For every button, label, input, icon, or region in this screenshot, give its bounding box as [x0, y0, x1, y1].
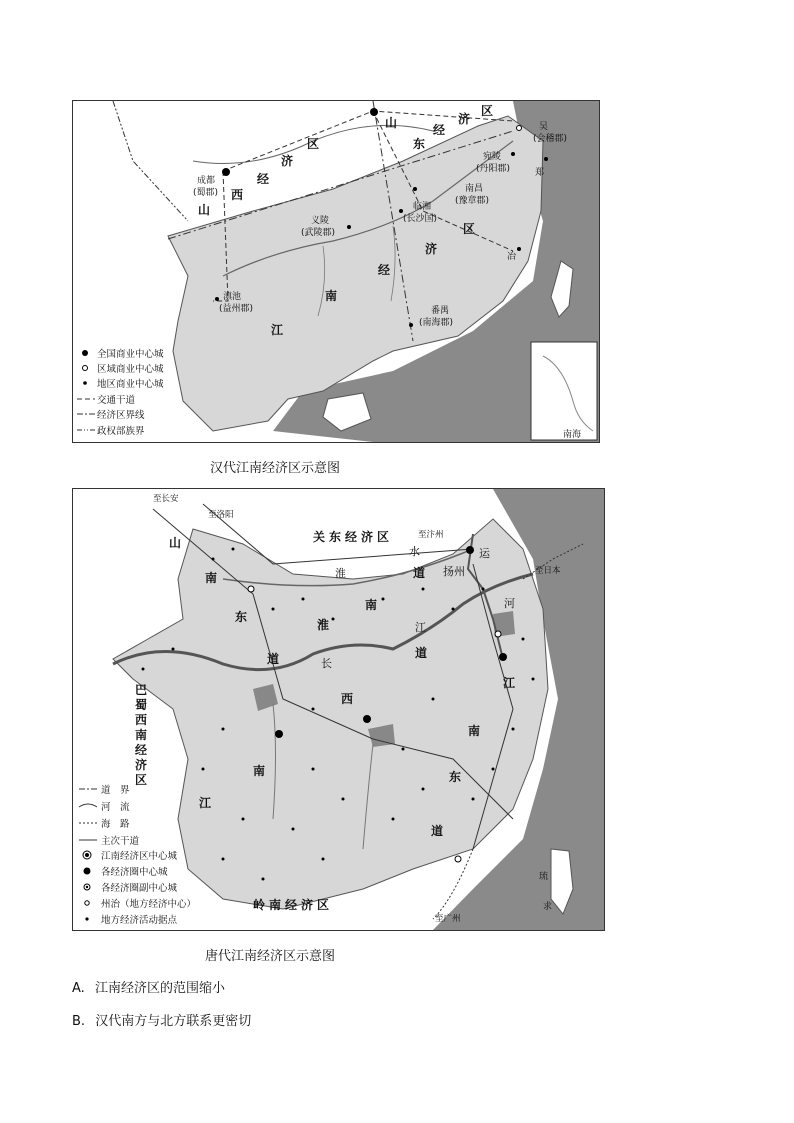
- han-city-wanling-marker: [511, 152, 515, 156]
- tang-legend-7: 州治（地方经济中心）: [101, 899, 197, 910]
- han-city-wanling-sub: (丹阳郡): [476, 164, 511, 174]
- han-legend: [77, 348, 164, 437]
- han-city-north-marker: [370, 108, 378, 116]
- tang-label-bashu-6: 区: [135, 773, 148, 787]
- tang-label-jndong-0: 江: [503, 676, 516, 690]
- tang-label-lingnan: 岭南经济区: [253, 898, 334, 912]
- tang-map-svg: [73, 489, 604, 930]
- tang-legend-8: 地方经济活动据点: [101, 915, 178, 926]
- tang-legend-1: 河 流: [101, 802, 130, 813]
- han-city-chengdu-sub: (蜀郡): [193, 188, 219, 198]
- han-inset: [531, 342, 597, 440]
- tang-jiangnan-region: [113, 519, 548, 909]
- han-city-nanchang-sub: (豫章郡): [455, 196, 490, 206]
- tang-legend-0: 道 界: [101, 785, 130, 796]
- han-city-linxiang-sub: (长沙国): [403, 214, 438, 224]
- han-city-panyu-marker: [409, 323, 413, 327]
- tang-label-jnxi-2: 西: [341, 692, 354, 706]
- han-city-dianchi: 滇池: [223, 292, 242, 302]
- han-legend-2: 地区商业中心城: [97, 379, 164, 390]
- tang-label-jnxi-0: 江: [199, 796, 212, 810]
- han-label-jiangnan-1: 南: [325, 289, 338, 303]
- han-city-chengdu-marker: [222, 168, 230, 176]
- tang-subcenter-1: [248, 586, 254, 592]
- option-b-text: 汉代南方与北方联系更密切: [95, 1014, 252, 1029]
- tang-place-luoyang: 至洛阳: [208, 510, 234, 520]
- han-label-shanxi-1: 西: [231, 188, 244, 202]
- han-city-yiling-marker: [347, 225, 351, 229]
- tang-center-yangzhou: [466, 546, 474, 554]
- tang-place-bianzhou: 至汴州: [418, 530, 444, 540]
- han-legend-5: 政权部族界: [97, 426, 145, 437]
- tang-label-shannan-0: 山: [169, 536, 182, 550]
- tang-legend-5: 各经济圈中心城: [101, 867, 168, 878]
- han-city-chengdu: 成都: [197, 176, 216, 186]
- han-label-shandong-4: 区: [481, 104, 494, 118]
- tang-place-canal-1: 河: [504, 597, 515, 610]
- han-label-shanxi-2: 经: [257, 172, 270, 186]
- han-city-panyu-sub: (南海郡): [419, 318, 454, 328]
- tang-label-shannan-3: 道: [267, 652, 280, 666]
- tang-place-huai-1: 水: [409, 545, 420, 558]
- han-map-caption: 汉代江南经济区示意图: [210, 461, 341, 476]
- option-a-text: 江南经济区的范围缩小: [94, 981, 225, 996]
- tang-place-guangzhou: 至广州: [435, 914, 461, 924]
- tang-label-bashu-5: 济: [135, 758, 148, 772]
- tang-map: [72, 488, 605, 931]
- han-city-wu: 吴: [539, 122, 549, 132]
- tang-center-hongzhou: [363, 715, 371, 723]
- tang-legend: [79, 784, 196, 926]
- han-tribal-boundary: [113, 101, 188, 221]
- han-city-wanling: 宛陵: [483, 152, 502, 162]
- option-a[interactable]: [72, 977, 225, 996]
- han-label-shandong-3: 济: [458, 112, 471, 126]
- tang-place-changan: 至长安: [153, 494, 179, 504]
- han-city-zheng-marker: [544, 157, 548, 161]
- han-label-shanxi-0: 山: [198, 203, 211, 217]
- han-city-panyu: 番禺: [431, 306, 450, 316]
- tang-label-huainan-1: 南: [365, 598, 378, 612]
- tang-map-caption: 唐代江南经济区示意图: [205, 949, 336, 964]
- tang-subcenter-3: [455, 856, 461, 862]
- option-b-letter: B.: [72, 1014, 86, 1029]
- han-label-shandong-1: 东: [413, 137, 426, 151]
- han-label-shanxi-3: 济: [281, 154, 294, 168]
- tang-label-jndong-2: 东: [449, 770, 462, 784]
- han-city-ye-marker: [517, 247, 521, 251]
- han-label-shandong-0: 山: [385, 116, 398, 130]
- tang-center-suzhou: [499, 653, 507, 661]
- tang-place-yangzhou: 扬州: [443, 565, 465, 578]
- han-legend-1: 区域商业中心城: [97, 364, 164, 375]
- han-legend-4: 经济区界线: [97, 410, 145, 421]
- tang-label-huainan-2: 道: [413, 566, 426, 580]
- han-city-ye: 冶: [507, 252, 517, 262]
- tang-label-jndong-1: 南: [468, 724, 481, 738]
- han-label-jiangnan-4: 区: [463, 222, 476, 236]
- han-inset-label: 南海: [563, 430, 582, 440]
- han-map-svg: [73, 101, 599, 442]
- option-a-letter: A.: [72, 981, 85, 996]
- tang-place-japan: 至日本: [535, 566, 561, 576]
- han-city-wu-sub: (会稽郡): [533, 134, 568, 144]
- han-city-dianchi-sub: (益州郡): [219, 304, 254, 314]
- tang-label-bashu-1: 蜀: [135, 698, 148, 712]
- tang-label-bashu-2: 西: [135, 713, 148, 727]
- tang-place-canal-0: 运: [479, 547, 490, 560]
- tang-label-jnxi-3: 道: [415, 646, 428, 660]
- han-label-jiangnan-2: 经: [378, 263, 391, 277]
- han-city-linxiang-marker: [399, 209, 403, 213]
- tang-place-huai-0: 淮: [335, 567, 346, 580]
- han-legend-0: 全国商业中心城: [97, 349, 164, 360]
- tang-label-jnxi-1: 南: [253, 764, 266, 778]
- han-city-yiling-sub: (武陵郡): [301, 228, 336, 238]
- han-label-shanxi-4: 区: [307, 137, 320, 151]
- tang-center-tanzhou: [275, 730, 283, 738]
- tang-legend-2: 海 路: [101, 819, 130, 830]
- han-label-shandong-2: 经: [433, 123, 446, 137]
- tang-label-bashu-4: 经: [135, 743, 148, 757]
- han-city-nanchang: 南昌: [465, 184, 484, 194]
- tang-label-shannan-2: 东: [235, 610, 248, 624]
- tang-label-guandong: 关东经济区: [313, 530, 394, 544]
- tang-label-jndong-3: 道: [431, 824, 444, 838]
- han-label-jiangnan-0: 江: [271, 323, 284, 337]
- tang-place-yangtze-1: 江: [415, 621, 426, 634]
- han-map: [72, 100, 600, 443]
- han-city-dianchi-marker: [215, 297, 219, 301]
- han-city-linxiang: 临湘: [413, 202, 432, 212]
- han-city-nanchang-marker: [413, 187, 417, 191]
- han-city-yiling: 义陵: [311, 216, 330, 226]
- han-city-wu-marker: [517, 126, 522, 131]
- tang-place-taiwan-1: 求: [543, 902, 553, 912]
- tang-legend-3: 主次干道: [101, 836, 140, 847]
- tang-subcenter-2: [495, 631, 501, 637]
- tang-label-bashu-3: 南: [135, 728, 148, 742]
- han-label-jiangnan-3: 济: [425, 242, 438, 256]
- option-b[interactable]: [72, 1010, 251, 1029]
- tang-place-yangtze-0: 长: [321, 657, 332, 670]
- tang-place-taiwan-0: 琉: [539, 872, 549, 882]
- han-legend-3: 交通干道: [97, 395, 136, 406]
- tang-legend-4: 江南经济区中心城: [101, 851, 178, 862]
- tang-label-shannan-1: 南: [205, 571, 218, 585]
- han-city-zheng: 郑: [535, 168, 545, 178]
- tang-label-bashu-0: 巴: [135, 683, 148, 697]
- tang-legend-6: 各经济圈副中心城: [101, 883, 178, 894]
- tang-label-huainan-0: 淮: [317, 618, 330, 632]
